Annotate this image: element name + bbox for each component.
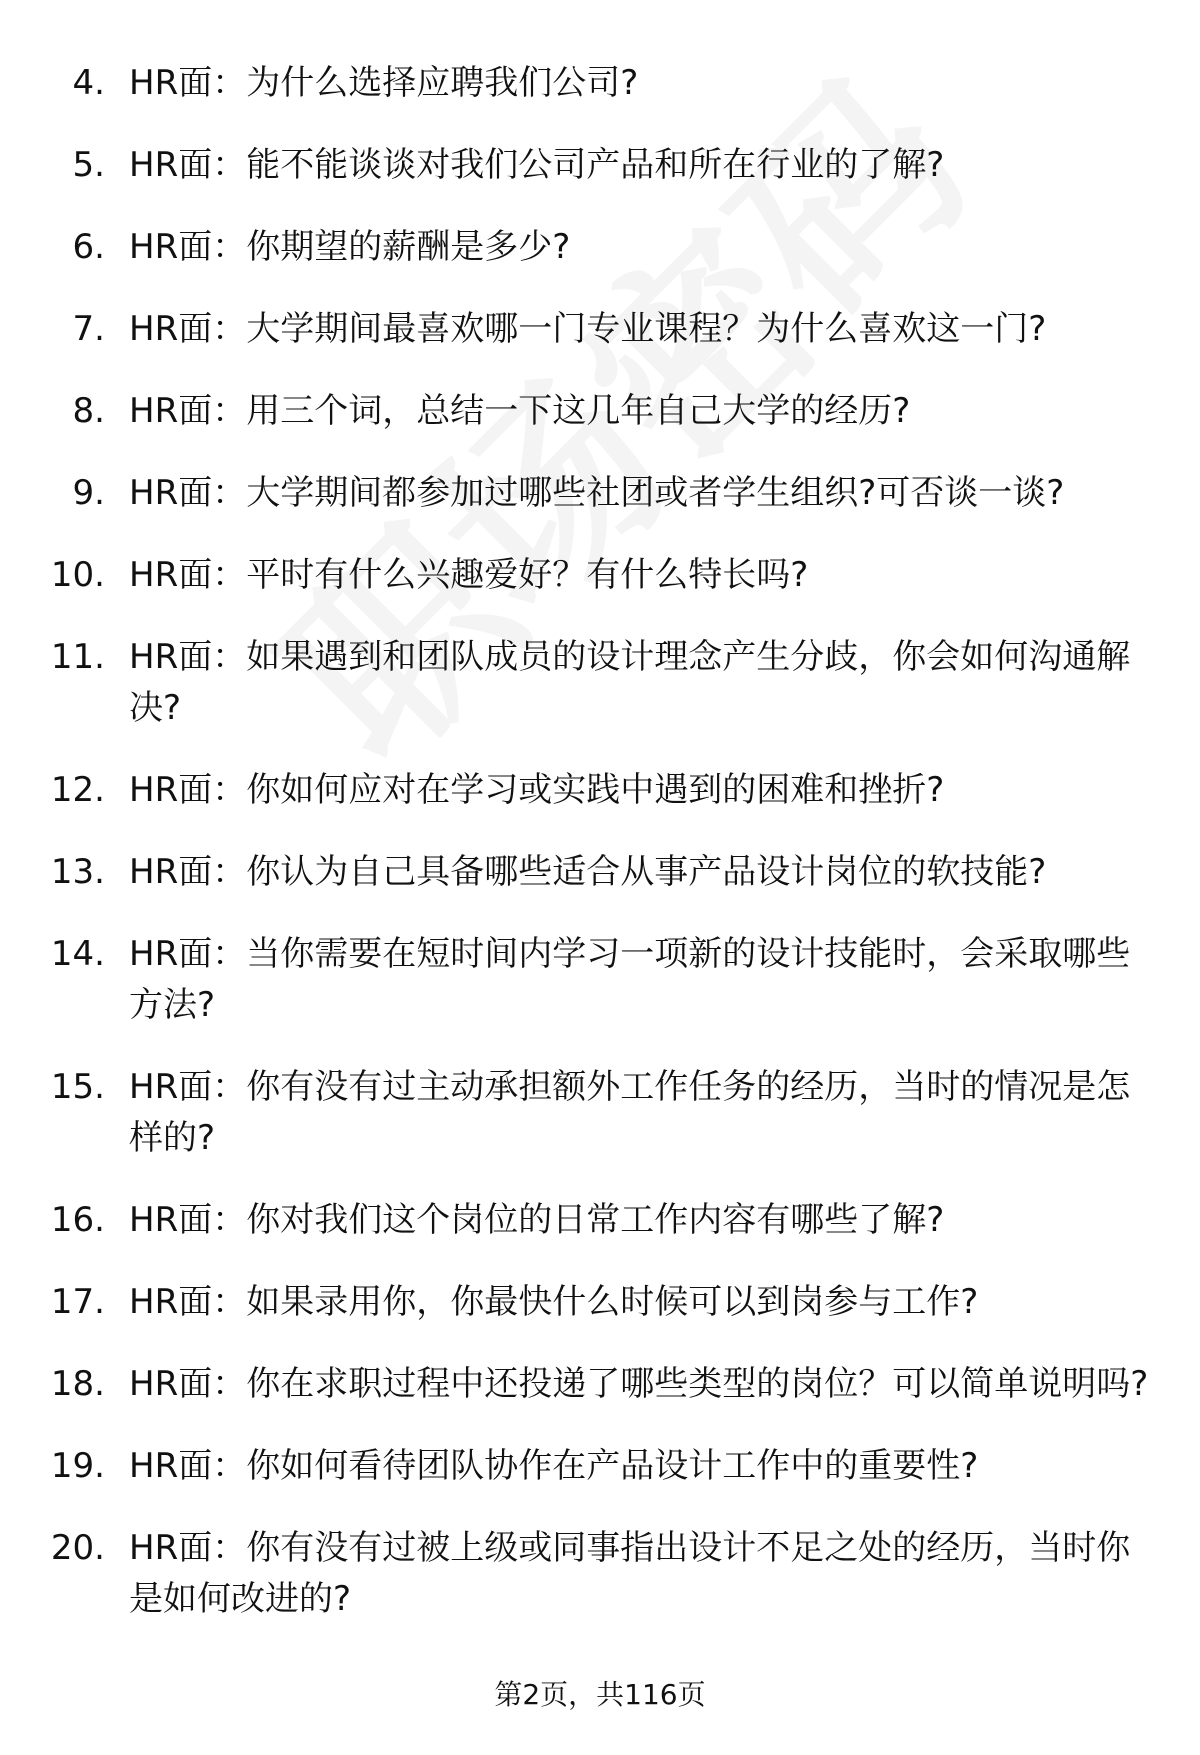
- question-number: 10.: [50, 555, 105, 595]
- question-item: [0, 386, 1200, 437]
- question-number: 14.: [50, 934, 105, 974]
- question-text: HR面：能不能谈谈对我们公司产品和所在行业的了解?: [129, 145, 945, 185]
- question-number: 16.: [50, 1200, 105, 1240]
- question-text: HR面：你认为自己具备哪些适合从事产品设计岗位的软技能?: [129, 852, 1047, 892]
- question-number: 15.: [50, 1067, 105, 1107]
- question-text: HR面：大学期间都参加过哪些社团或者学生组织?可否谈一谈?: [129, 473, 1065, 513]
- question-text: HR面：大学期间最喜欢哪一门专业课程？为什么喜欢这一门?: [129, 309, 1047, 349]
- question-item: [0, 847, 1200, 898]
- question-text: HR面：如果录用你，你最快什么时候可以到岗参与工作?: [129, 1282, 979, 1322]
- question-list: [0, 58, 1200, 1656]
- question-number: 9.: [72, 473, 105, 513]
- question-number: 18.: [50, 1364, 105, 1404]
- question-item: [0, 140, 1200, 191]
- question-number: 19.: [50, 1446, 105, 1486]
- question-text: HR面：平时有什么兴趣爱好？有什么特长吗?: [129, 555, 809, 595]
- question-item: [0, 1062, 1200, 1164]
- question-item: [0, 468, 1200, 519]
- question-item: [0, 1441, 1200, 1492]
- question-item: [0, 1277, 1200, 1328]
- question-item: [0, 632, 1200, 734]
- question-text: HR面：你在求职过程中还投递了哪些类型的岗位？可以简单说明吗?: [129, 1364, 1149, 1404]
- question-item: [0, 929, 1200, 1031]
- question-text: HR面：你期望的薪酬是多少?: [129, 227, 571, 267]
- question-text: HR面：如果遇到和团队成员的设计理念产生分歧，你会如何沟通解决?: [129, 637, 1131, 728]
- question-item: [0, 58, 1200, 109]
- question-text: HR面：为什么选择应聘我们公司?: [129, 63, 639, 103]
- question-number: 7.: [72, 309, 105, 349]
- question-item: [0, 765, 1200, 816]
- question-number: 20.: [50, 1528, 105, 1568]
- question-number: 13.: [50, 852, 105, 892]
- question-text: HR面：你有没有过主动承担额外工作任务的经历，当时的情况是怎样的?: [129, 1067, 1131, 1158]
- question-item: [0, 550, 1200, 601]
- question-number: 4.: [72, 63, 105, 103]
- question-text: HR面：用三个词，总结一下这几年自己大学的经历?: [129, 391, 911, 431]
- page-footer: 第2页，共116页: [494, 1678, 706, 1711]
- question-text: HR面：你对我们这个岗位的日常工作内容有哪些了解?: [129, 1200, 945, 1240]
- question-number: 12.: [50, 770, 105, 810]
- question-item: [0, 1359, 1200, 1410]
- question-item: [0, 1523, 1200, 1625]
- question-text: HR面：你有没有过被上级或同事指出设计不足之处的经历，当时你是如何改进的?: [129, 1528, 1131, 1619]
- question-number: 17.: [50, 1282, 105, 1322]
- question-number: 11.: [50, 637, 105, 677]
- question-text: HR面：你如何看待团队协作在产品设计工作中的重要性?: [129, 1446, 979, 1486]
- question-text: HR面：当你需要在短时间内学习一项新的设计技能时，会采取哪些方法?: [129, 934, 1131, 1025]
- question-number: 5.: [72, 145, 105, 185]
- question-item: [0, 304, 1200, 355]
- question-item: [0, 1195, 1200, 1246]
- question-text: HR面：你如何应对在学习或实践中遇到的困难和挫折?: [129, 770, 945, 810]
- question-number: 8.: [72, 391, 105, 431]
- question-item: [0, 222, 1200, 273]
- question-number: 6.: [72, 227, 105, 267]
